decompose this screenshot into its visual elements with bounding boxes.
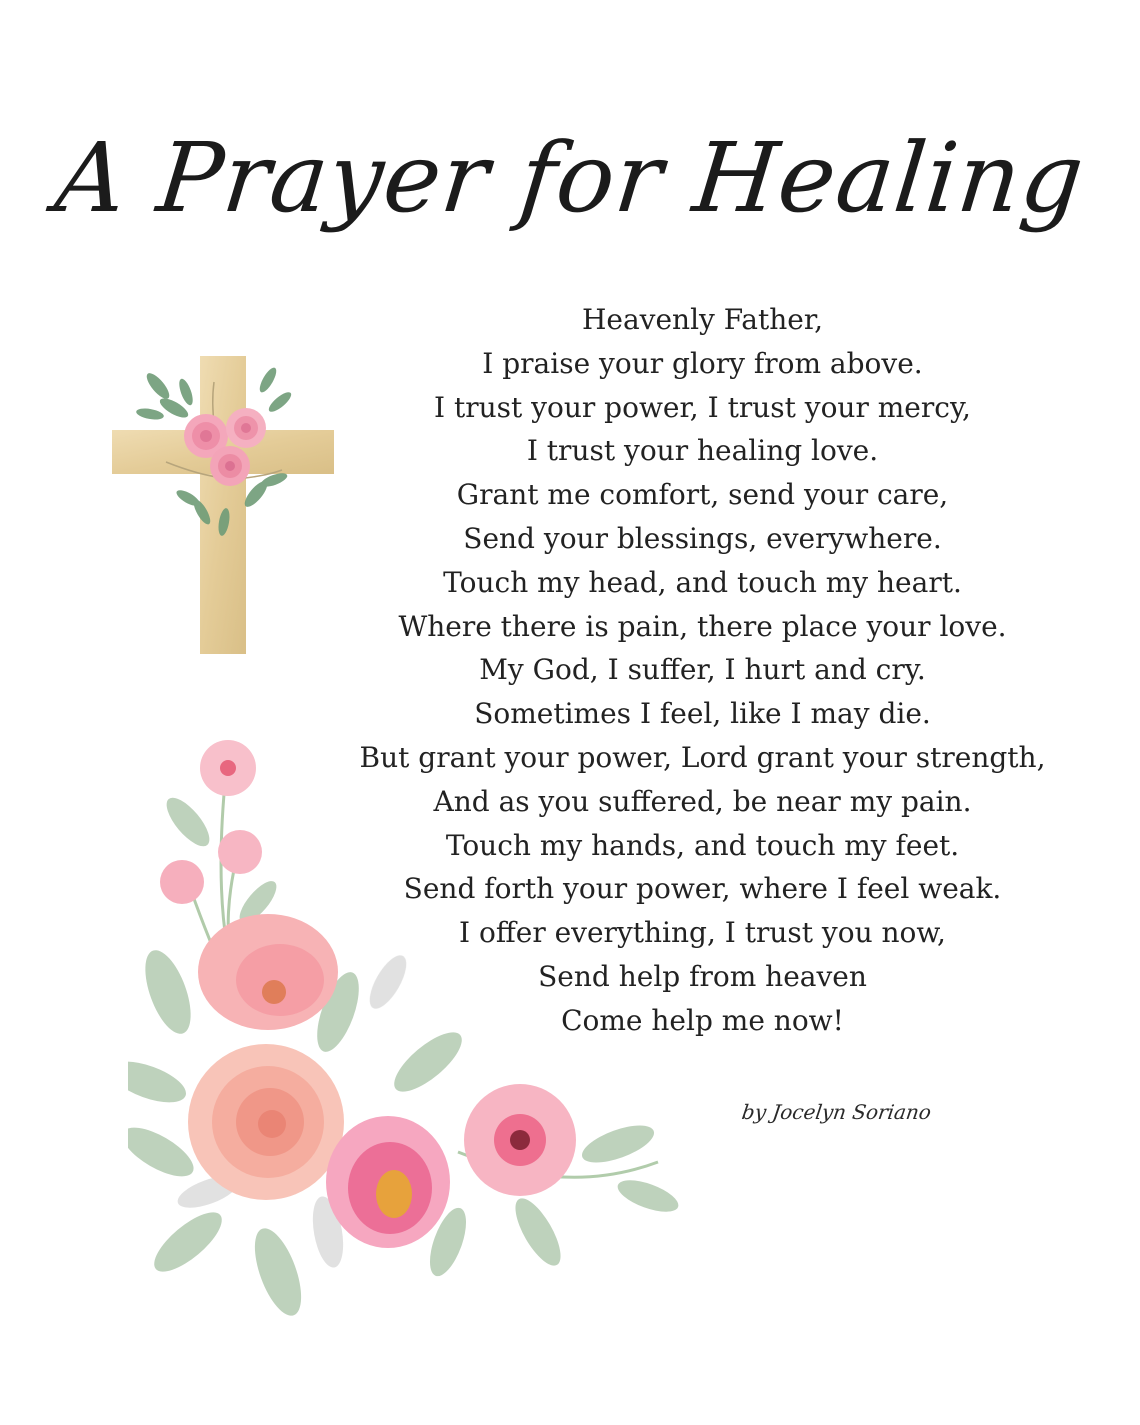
poem-line: I praise your glory from above.	[482, 346, 923, 380]
poem-line: Send help from heaven	[538, 959, 867, 993]
poem-line: Heavenly Father,	[581, 303, 824, 336]
floral-bouquet-icon	[128, 732, 688, 1322]
floral-cross-icon	[106, 352, 342, 658]
poem-line: I trust your healing love.	[526, 434, 879, 468]
poem-line: Grant me comfort, send your care,	[456, 478, 949, 512]
poem-line: Send forth your power, where I feel weak.	[403, 872, 1002, 906]
page-title: A Prayer for Healing	[50, 122, 1090, 234]
poem-line: My God, I suffer, I hurt and cry.	[479, 653, 926, 687]
poem-line: But grant your power, Lord grant your strength,	[359, 740, 1046, 774]
poem-line: Touch my hands, and touch my feet.	[445, 828, 960, 862]
poem-line: Touch my head, and touch my heart.	[443, 565, 962, 599]
author-signature: by Jocelyn Soriano	[740, 1100, 933, 1124]
poem-line: I trust your power, I trust your mercy,	[434, 390, 971, 424]
poem-line: Come help me now!	[561, 1003, 844, 1037]
poem-line: Sometimes I feel, like I may die.	[474, 697, 931, 731]
poem-line: I offer everything, I trust you now,	[459, 916, 946, 950]
poem-line: Where there is pain, there place your love.	[398, 609, 1007, 643]
poem-line: And as you suffered, be near my pain.	[433, 784, 972, 818]
poem-line: Send your blessings, everywhere.	[463, 521, 942, 555]
